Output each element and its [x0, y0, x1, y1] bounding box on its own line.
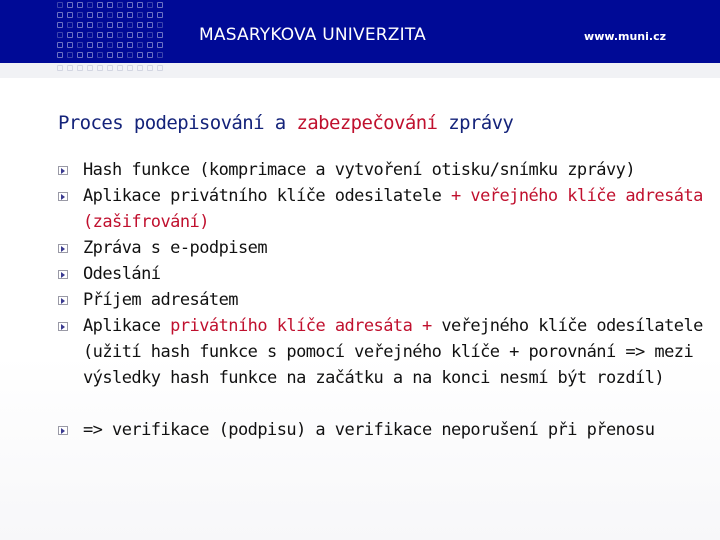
logo-dot	[87, 32, 93, 38]
university-name: MASARYKOVA UNIVERZITA	[199, 25, 426, 45]
logo-dot	[77, 32, 83, 38]
bullet-text: Aplikace privátního klíče odesilatele	[83, 186, 452, 206]
logo-dot	[107, 12, 113, 18]
logo-dot	[67, 42, 73, 48]
logo-dot	[97, 52, 103, 58]
logo-dot	[117, 42, 123, 48]
bullet-list	[58, 157, 708, 443]
logo-dot	[147, 65, 153, 71]
arrow-box-icon	[58, 296, 68, 305]
logo-dot	[77, 2, 83, 8]
logo-dot	[87, 52, 93, 58]
dot-grid-logo	[57, 2, 165, 60]
logo-dot	[137, 2, 143, 8]
logo-dot	[147, 32, 153, 38]
logo-dot	[97, 12, 103, 18]
bullet-item	[58, 313, 708, 391]
logo-dot	[137, 42, 143, 48]
logo-dot	[87, 42, 93, 48]
bullet-item	[58, 235, 708, 261]
logo-dot	[57, 22, 63, 28]
logo-dot	[127, 32, 133, 38]
dot-grid-decoration	[57, 65, 165, 73]
logo-dot	[137, 22, 143, 28]
logo-dot	[97, 22, 103, 28]
logo-dot	[147, 2, 153, 8]
logo-dot	[87, 12, 93, 18]
title-part: Proces podepisování a	[58, 112, 297, 134]
bullet-item	[58, 287, 708, 313]
logo-dot	[137, 52, 143, 58]
logo-dot	[77, 12, 83, 18]
logo-dot	[67, 65, 73, 71]
logo-dot	[137, 65, 143, 71]
logo-dot	[87, 65, 93, 71]
title-part: zprávy	[437, 112, 514, 134]
logo-dot	[147, 42, 153, 48]
logo-dot	[67, 52, 73, 58]
logo-dot	[127, 22, 133, 28]
logo-dot	[117, 22, 123, 28]
bullet-text: Příjem adresátem	[83, 290, 238, 310]
bullet-text: Hash funkce (komprimace a vytvoření otisku/snímku zprávy)	[83, 160, 636, 180]
bullet-text: => verifikace (podpisu) a verifikace neporušení při přenosu	[83, 420, 655, 440]
arrow-box-icon	[58, 244, 68, 253]
logo-dot	[117, 32, 123, 38]
logo-dot	[57, 32, 63, 38]
logo-dot	[117, 65, 123, 71]
logo-dot	[117, 12, 123, 18]
arrow-box-icon	[58, 166, 68, 175]
logo-dot	[97, 2, 103, 8]
logo-dot	[67, 32, 73, 38]
logo-dot	[147, 22, 153, 28]
bullet-highlight: + veřejného klíče adresáta (zašifrování)	[83, 186, 703, 232]
logo-dot	[57, 2, 63, 8]
logo-dot	[157, 32, 163, 38]
logo-dot	[157, 65, 163, 71]
logo-dot	[67, 2, 73, 8]
logo-dot	[157, 2, 163, 8]
bullet-item	[58, 261, 708, 287]
logo-dot	[147, 52, 153, 58]
header-band	[0, 63, 720, 78]
logo-dot	[127, 65, 133, 71]
logo-dot	[97, 32, 103, 38]
logo-dot	[87, 2, 93, 8]
logo-dot	[67, 12, 73, 18]
logo-dot	[157, 12, 163, 18]
logo-dot	[67, 22, 73, 28]
logo-dot	[77, 22, 83, 28]
logo-dot	[107, 52, 113, 58]
logo-dot	[97, 65, 103, 71]
logo-dot	[137, 32, 143, 38]
logo-dot	[77, 65, 83, 71]
arrow-box-icon	[58, 270, 68, 279]
header-bar	[0, 0, 720, 63]
logo-dot	[97, 42, 103, 48]
bullet-item	[58, 183, 708, 235]
logo-dot	[107, 65, 113, 71]
logo-dot	[157, 22, 163, 28]
logo-dot	[127, 2, 133, 8]
logo-dot	[107, 2, 113, 8]
logo-dot	[57, 52, 63, 58]
logo-dot	[137, 12, 143, 18]
logo-dot	[77, 42, 83, 48]
logo-dot	[157, 42, 163, 48]
logo-dot	[107, 42, 113, 48]
bullet-item	[58, 157, 708, 183]
logo-dot	[117, 52, 123, 58]
slide-title	[58, 112, 513, 134]
logo-dot	[147, 12, 153, 18]
bullet-text: Odeslání	[83, 264, 161, 284]
bullet-item	[58, 417, 708, 443]
logo-dot	[127, 12, 133, 18]
arrow-box-icon	[58, 426, 68, 435]
logo-dot	[157, 52, 163, 58]
logo-dot	[77, 52, 83, 58]
logo-dot	[57, 65, 63, 71]
arrow-box-icon	[58, 322, 68, 331]
title-highlight: zabezpečování	[296, 112, 438, 134]
bullet-text: Zpráva s e-podpisem	[83, 238, 268, 258]
logo-dot	[127, 52, 133, 58]
logo-dot	[57, 12, 63, 18]
arrow-box-icon	[58, 192, 68, 201]
website-link[interactable]: www.muni.cz	[584, 30, 666, 43]
logo-dot	[107, 22, 113, 28]
bullet-highlight: privátního klíče adresáta +	[170, 316, 432, 336]
logo-dot	[57, 42, 63, 48]
logo-dot	[107, 32, 113, 38]
bullet-text: Aplikace	[83, 316, 171, 336]
logo-dot	[127, 42, 133, 48]
bullet-text: veřejného klíče odesílatele (užití hash funkce s pomocí veřejného klíče + porovnání => mezi výsledky hash funkce na začátku a na konci nesmí být rozdíl)	[83, 316, 703, 388]
logo-dot	[87, 22, 93, 28]
logo-dot	[117, 2, 123, 8]
